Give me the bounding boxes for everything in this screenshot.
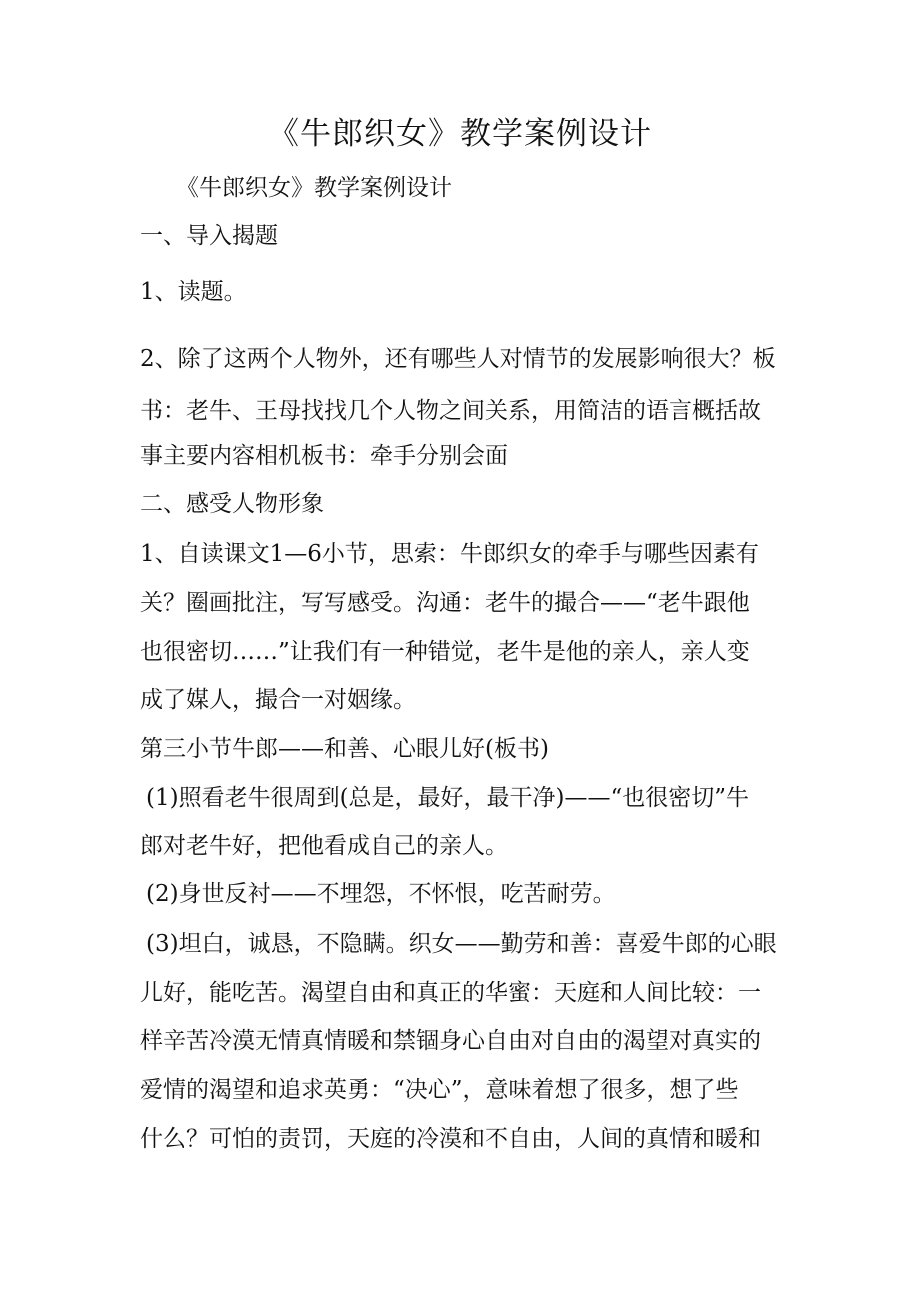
paragraph-line: 成了媒人，撮合一对姻缘。 — [140, 687, 416, 713]
paragraph-line: 第三小节牛郎——和善、心眼儿好(板书) — [140, 736, 549, 762]
paragraph-line: (3)坦白，诚恳，不隐瞒。织女——勤劳和善：喜爱牛郎的心眼 — [146, 931, 777, 957]
paragraph-line: 样辛苦冷漠无情真情暖和禁锢身心自由对自由的渴望对真实的 — [140, 1028, 761, 1054]
section-heading-intro: 一、导入揭题 — [140, 223, 278, 249]
paragraph-line: 什么？可怕的责罚，天庭的冷漠和不自由，人间的真情和暖和 — [140, 1126, 761, 1152]
section-heading-characters: 二、感受人物形象 — [140, 491, 324, 517]
document-title: 《牛郎织女》教学案例设计 — [268, 116, 652, 152]
paragraph-line: 书：老牛、王母找找几个人物之间关系，用简洁的语言概括故 — [140, 398, 761, 424]
paragraph-line: 也很密切……”让我们有一种错觉，老牛是他的亲人，亲人变 — [140, 639, 750, 665]
paragraph-line: 关？圈画批注，写写感受。沟通：老牛的撮合——“老牛跟他 — [140, 590, 750, 616]
paragraph-line: 郎对老牛好，把他看成自己的亲人。 — [140, 833, 508, 859]
paragraph-line: 1、自读课文1—6小节，思索：牛郎织女的牵手与哪些因素有 — [140, 541, 759, 567]
paragraph-line: (1)照看老牛很周到(总是，最好，最干净)——“也很密切”牛 — [146, 785, 750, 811]
paragraph-line: (2)身世反衬——不埋怨，不怀恨，吃苦耐劳。 — [146, 881, 616, 907]
paragraph-line: 爱情的渴望和追求英勇：“决心”，意味着想了很多，想了些 — [140, 1077, 739, 1103]
paragraph-line: 1、读题。 — [140, 279, 247, 305]
paragraph-line: 儿好，能吃苦。渴望自由和真正的华蜜：天庭和人间比较：一 — [140, 980, 761, 1006]
paragraph-line: 2、除了这两个人物外，还有哪些人对情节的发展影响很大？板 — [140, 346, 776, 372]
paragraph-line: 事主要内容相机板书：牵手分别会面 — [140, 443, 508, 469]
document-subtitle: 《牛郎织女》教学案例设计 — [176, 175, 452, 201]
